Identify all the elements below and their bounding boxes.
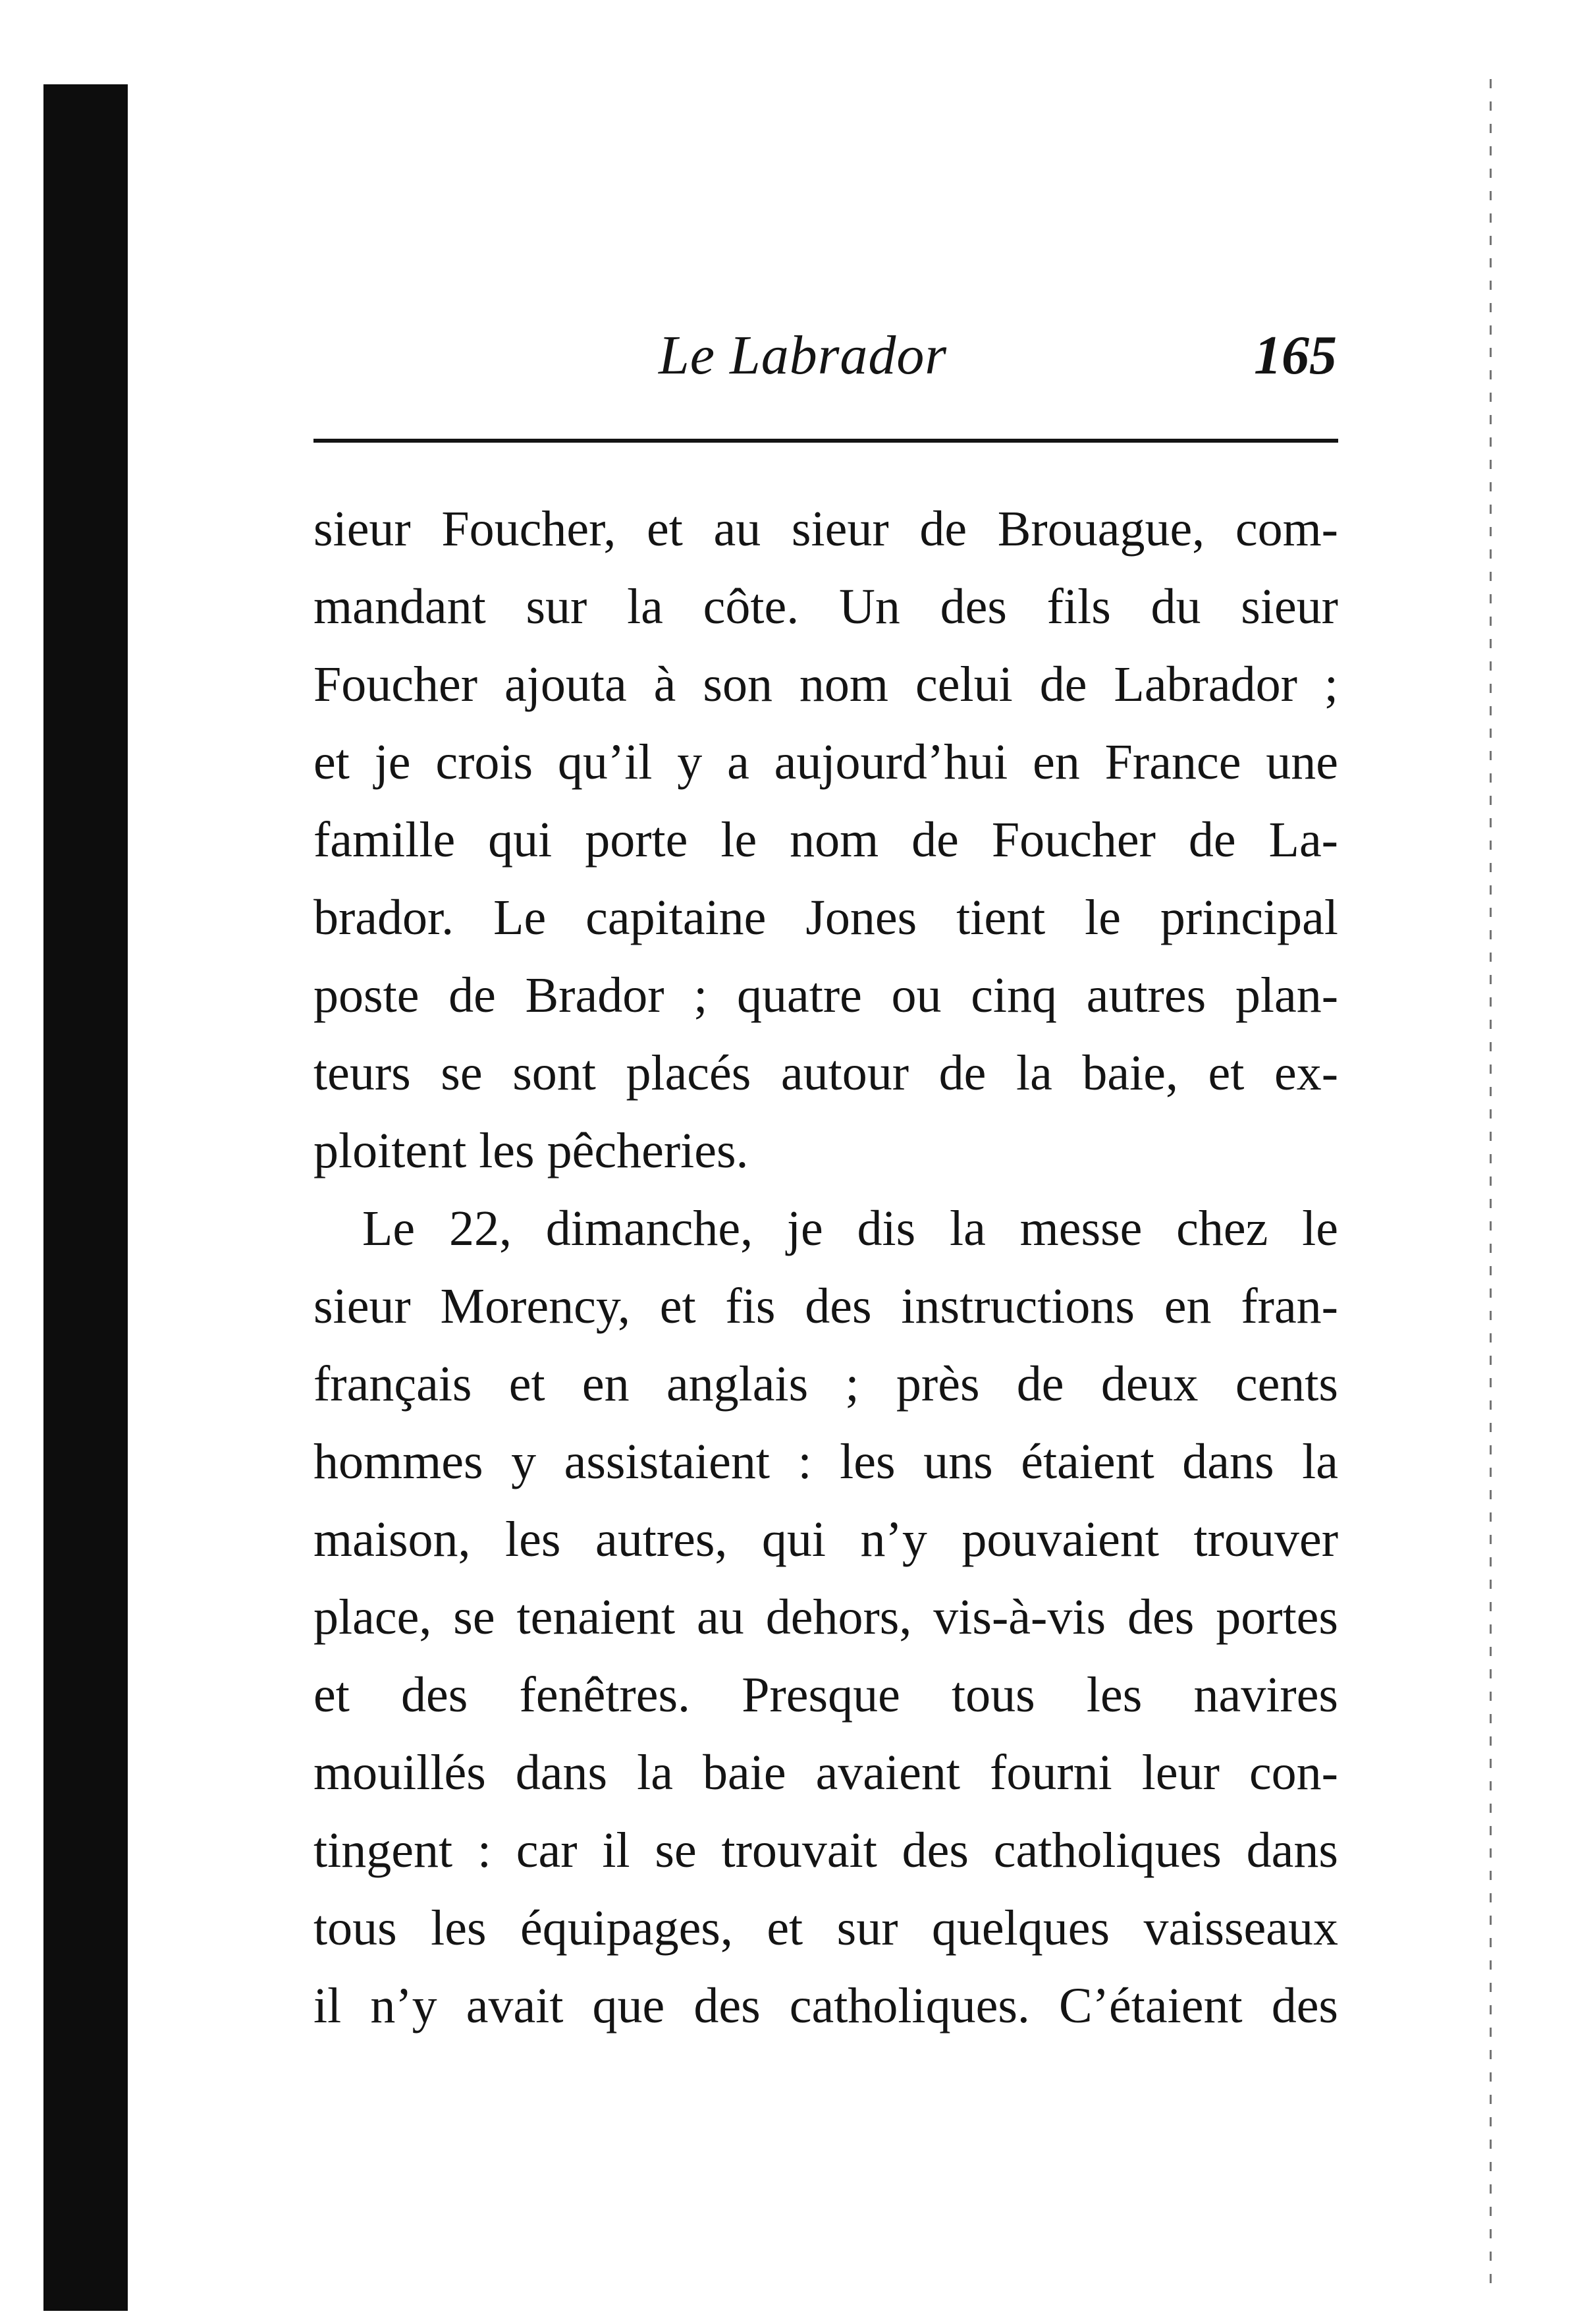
text-line: brador. Le capitaine Jones tient le principal xyxy=(313,890,1338,945)
text-line: Foucher ajouta à son nom celui de Labrador ; xyxy=(313,657,1338,712)
text-line: et je crois qu’il y a aujourd’hui en France une xyxy=(313,734,1338,790)
text-line: teurs se sont placés autour de la baie, et ex- xyxy=(313,1045,1338,1101)
text-line: poste de Brador ; quatre ou cinq autres plan- xyxy=(313,968,1338,1023)
text-line: sieur Morency, et fis des instructions en fran- xyxy=(313,1279,1338,1334)
page-number: 165 xyxy=(1254,325,1337,386)
text-line: maison, les autres, qui n’y pouvaient trouver xyxy=(313,1512,1338,1567)
paragraph-start-line: Le 22, dimanche, je dis la messe chez le xyxy=(362,1201,1338,1256)
text-line: hommes y assistaient : les uns étaient dans la xyxy=(313,1434,1338,1489)
text-line: sieur Foucher, et au sieur de Brouague, com- xyxy=(313,501,1338,557)
text-line: français et en anglais ; près de deux cents xyxy=(313,1356,1338,1412)
body-text xyxy=(313,490,1338,2045)
text-line: place, se tenaient au dehors, vis-à-vis des portes xyxy=(313,1590,1338,1645)
running-title: Le Labrador xyxy=(659,325,948,386)
text-line: tingent : car il se trouvait des catholiques dans xyxy=(313,1823,1338,1878)
page-right-edge xyxy=(1490,79,1492,2292)
header-rule xyxy=(313,439,1338,443)
page-binding-edge xyxy=(43,84,128,2311)
text-line: tous les équipages, et sur quelques vaisseaux xyxy=(313,1900,1338,1956)
text-line: et des fenêtres. Presque tous les navires xyxy=(313,1667,1338,1723)
text-line: mouillés dans la baie avaient fourni leur con- xyxy=(313,1745,1338,1800)
text-line: famille qui porte le nom de Foucher de La- xyxy=(313,812,1338,868)
paragraph-end-line: ploitent les pêcheries. xyxy=(313,1123,749,1178)
text-line: mandant sur la côte. Un des fils du sieur xyxy=(313,579,1338,634)
text-line: il n’y avait que des catholiques. C’étaient des xyxy=(313,1978,1338,2034)
